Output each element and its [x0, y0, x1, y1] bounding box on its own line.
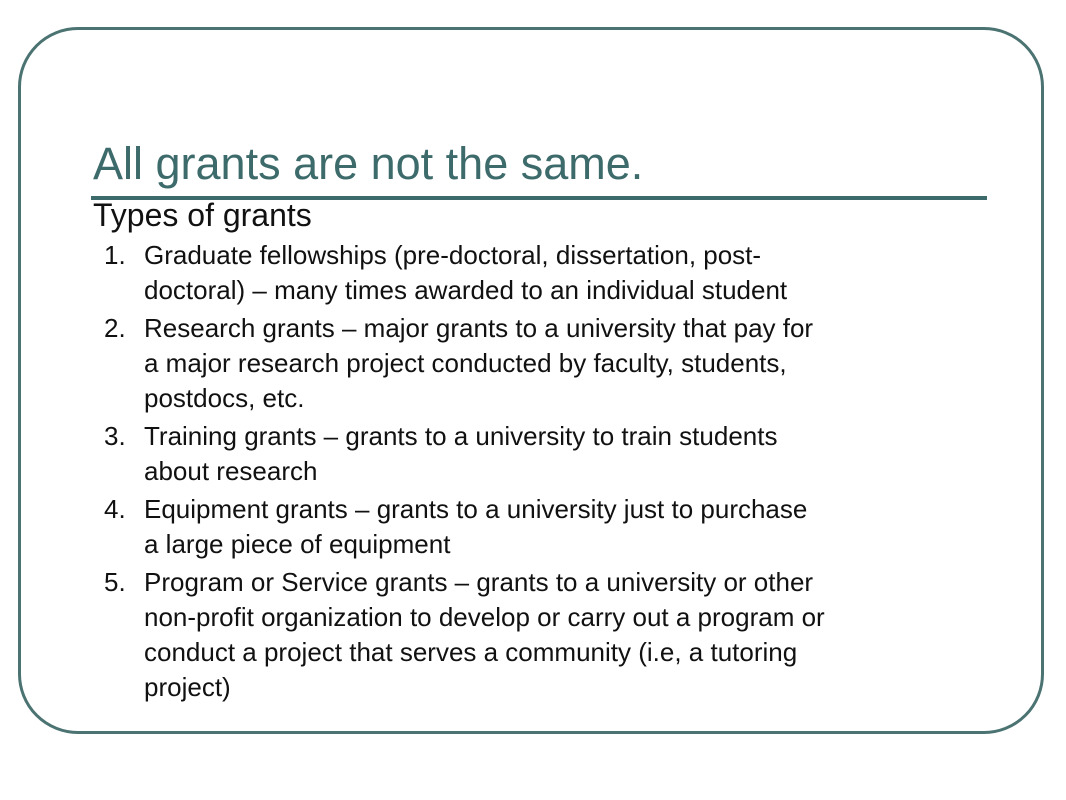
list-item-line: conduct a project that serves a community (i.e, a tutoring [144, 637, 798, 667]
list-item-line: non-profit organization to develop or carry out a program or [144, 602, 825, 632]
list-item [104, 492, 1004, 562]
list-item-line: project) [144, 672, 231, 702]
list-item [104, 419, 1004, 489]
grant-types-list [104, 238, 1004, 708]
list-item [104, 565, 1004, 705]
list-item [104, 238, 1004, 308]
slide-title: All grants are not the same. [93, 138, 644, 189]
list-item-line: Training grants – grants to a university to train students [144, 421, 778, 451]
list-item-line: a large piece of equipment [144, 529, 451, 559]
list-item-number: 1. [104, 240, 126, 270]
list-item-line: Graduate fellowships (pre-doctoral, dissertation, post- [144, 240, 762, 270]
list-item-line: doctoral) – many times awarded to an individual student [144, 275, 788, 305]
list-item-line: Research grants – major grants to a university that pay for [144, 313, 814, 343]
list-item-line: postdocs, etc. [144, 383, 305, 413]
list-item-line: Program or Service grants – grants to a university or other [144, 567, 814, 597]
list-item-line: about research [144, 456, 318, 486]
list-item-line: Equipment grants – grants to a university just to purchase [144, 494, 808, 524]
list-item-number: 4. [104, 494, 126, 524]
list-item-number: 2. [104, 313, 126, 343]
list-item [104, 311, 1004, 416]
list-item-number: 3. [104, 421, 126, 451]
list-item-line: a major research project conducted by faculty, students, [144, 348, 787, 378]
list-item-number: 5. [104, 567, 126, 597]
slide-subtitle: Types of grants [93, 197, 312, 233]
